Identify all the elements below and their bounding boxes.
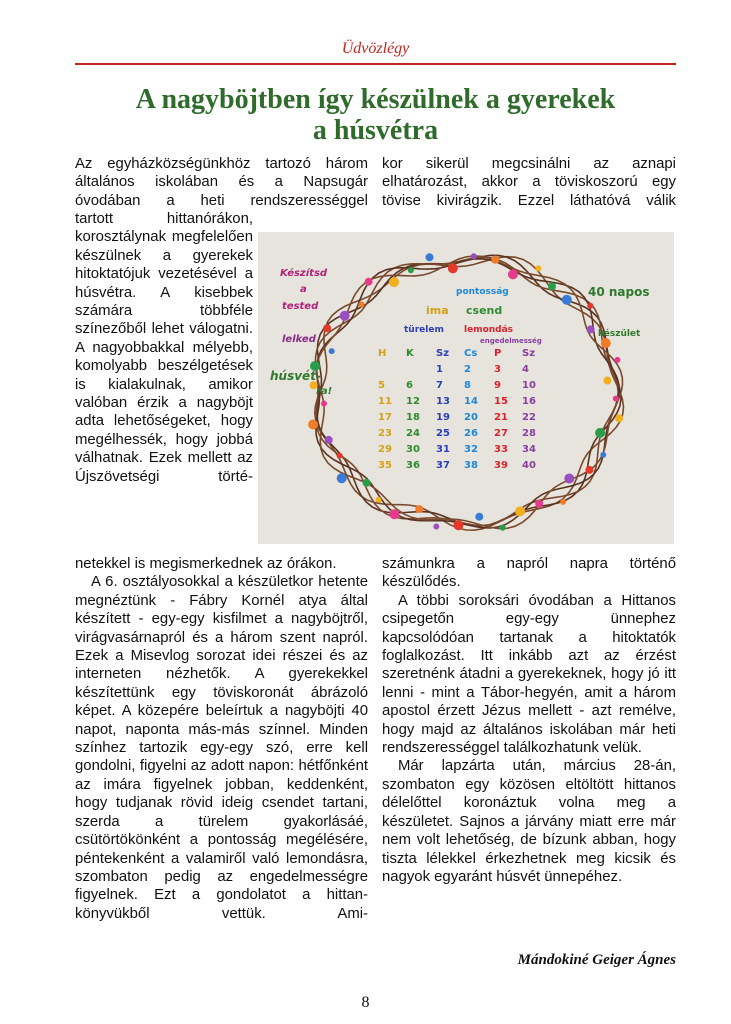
flower bbox=[365, 278, 373, 286]
calendar-day: 25 bbox=[436, 428, 450, 439]
right-column-top bbox=[382, 155, 676, 210]
calendar-day: 40 bbox=[522, 460, 536, 471]
calendar-day: 21 bbox=[494, 412, 508, 423]
paragraph: Már lapzárta után, március 28-án, szombaton egy közösen eltöltött hittanos délelőttel koronáztuk volna meg a készületet. Sajnos a járvány miatt erre már nem volt lehetőség, de bízunk abban, hogy tiszta lélekkel érkezhetnek meg kicsik és nagyok egyaránt húsvét ünnepéhez. bbox=[382, 758, 676, 885]
left-text-line: húsvét- bbox=[270, 369, 321, 383]
flower bbox=[408, 267, 414, 273]
flower bbox=[587, 325, 595, 333]
flower bbox=[585, 466, 593, 474]
calendar-day: 12 bbox=[406, 396, 420, 407]
flower bbox=[560, 499, 566, 505]
flower bbox=[448, 263, 458, 273]
calendar-header: Sz bbox=[436, 348, 450, 359]
page-number: 8 bbox=[361, 994, 370, 1011]
flower bbox=[389, 509, 399, 519]
word-ima: ima bbox=[426, 304, 449, 317]
flower bbox=[415, 505, 423, 513]
paragraph: kor sikerül megcsinálni az aznapi elhatározást, akkor a töviskoszorú egy tövise kivirágzik. Ezzel láthatóvá válik bbox=[382, 156, 676, 209]
header-rule bbox=[75, 63, 676, 65]
calendar-day: 4 bbox=[522, 364, 529, 375]
calendar-day: 5 bbox=[378, 380, 385, 391]
calendar-day: 30 bbox=[406, 444, 420, 455]
calendar-day: 11 bbox=[378, 396, 392, 407]
flower bbox=[340, 311, 350, 321]
word-pontossag: pontosság bbox=[456, 287, 509, 297]
calendar-day: 19 bbox=[436, 412, 450, 423]
calendar-day: 34 bbox=[522, 444, 536, 455]
flower bbox=[615, 414, 623, 422]
calendar-day: 16 bbox=[522, 396, 536, 407]
flower bbox=[548, 282, 556, 290]
flower bbox=[500, 525, 506, 531]
left-text-line: ra! bbox=[316, 386, 333, 397]
calendar-day: 29 bbox=[378, 444, 392, 455]
flower bbox=[475, 513, 483, 521]
calendar-day: 28 bbox=[522, 428, 536, 439]
flower bbox=[433, 524, 439, 530]
flower bbox=[535, 500, 543, 508]
flower bbox=[359, 301, 365, 307]
calendar-day: 39 bbox=[494, 460, 508, 471]
right-text-line: 40 napos bbox=[588, 285, 650, 299]
right-text-line: készület bbox=[598, 329, 641, 339]
calendar-day: 9 bbox=[494, 380, 501, 391]
calendar-day: 33 bbox=[494, 444, 508, 455]
flower bbox=[587, 303, 593, 309]
flower bbox=[601, 338, 611, 348]
calendar-header: P bbox=[494, 348, 502, 359]
calendar-day: 10 bbox=[522, 380, 536, 391]
calendar-day: 15 bbox=[494, 396, 508, 407]
calendar-day: 36 bbox=[406, 460, 420, 471]
left-column-top bbox=[75, 155, 368, 210]
left-text-line: tested bbox=[282, 301, 319, 312]
left-text-line: a bbox=[300, 284, 307, 295]
word-turelem: türelem bbox=[404, 325, 444, 335]
author-signature: Mándokiné Geiger Ágnes bbox=[517, 952, 676, 968]
calendar-day: 32 bbox=[464, 444, 478, 455]
paragraph: tartott hittanórákon, korosztálynak megfelelően készülnek a gyerekek hitoktatójuk vezetésével a húsvétra. A kisebbek számára többféle színezőből lehet válogatni. A nagyobbakkal mélyebb, komolyabb beszélgetések is kialakulnak, amikor valóban érzik a nagyböjt adta lehetőségeket, hogy megélhessék, hogy jobbá válhatnak. Ezek mellett az Újszövetségi törté- bbox=[75, 211, 253, 485]
flower bbox=[426, 253, 434, 261]
flower bbox=[337, 473, 347, 483]
flower bbox=[308, 420, 318, 430]
calendar-header: Cs bbox=[464, 348, 478, 359]
calendar-day: 8 bbox=[464, 380, 471, 391]
flower bbox=[471, 253, 477, 259]
calendar-day: 14 bbox=[464, 396, 478, 407]
paragraph: A többi soroksári óvodában a Hittanos csipegetőn egy-egy ünnephez kapcsolódóan tartanak a hitoktatók foglalkozást. Itt inkább azt az érzést szeretnénk átadni a gyerekeknek, hogy jó itt lenni - mint a Tábor-hegyén, amit a három apostol érzett Jézus mellett - azt remélve, hogy majd az általános iskolában már heti rendszerességgel találkozhatunk velük. bbox=[382, 592, 676, 757]
flower bbox=[614, 357, 620, 363]
flower bbox=[363, 479, 371, 487]
flower bbox=[389, 277, 399, 287]
calendar-day: 2 bbox=[464, 364, 471, 375]
calendar-day: 13 bbox=[436, 396, 450, 407]
flower bbox=[535, 265, 541, 271]
calendar-day: 20 bbox=[464, 412, 478, 423]
calendar-day: 23 bbox=[378, 428, 392, 439]
paragraph: netekkel is megismerkednek az órákon. bbox=[75, 556, 337, 572]
article-title bbox=[75, 84, 676, 146]
flower bbox=[323, 324, 331, 332]
word-lemondas: lemondás bbox=[464, 325, 514, 335]
article-title-line-2: a húsvétra bbox=[312, 115, 439, 146]
calendar-header: H bbox=[378, 348, 387, 359]
right-column-bottom bbox=[382, 555, 676, 886]
calendar-day: 35 bbox=[378, 460, 392, 471]
flower bbox=[337, 453, 343, 459]
word-csend: csend bbox=[466, 304, 503, 317]
calendar-header: K bbox=[406, 348, 414, 359]
flower bbox=[329, 348, 335, 354]
flower bbox=[515, 506, 525, 516]
paragraph: Az egyházközségünkhöz tartozó három általános iskolában és a Napsugár óvodában a heti rendszerességgel bbox=[75, 156, 368, 209]
calendar-day: 24 bbox=[406, 428, 420, 439]
flower bbox=[562, 295, 572, 305]
paragraph: számunkra a napról napra történő készülődés. bbox=[382, 556, 676, 591]
calendar-day: 1 bbox=[436, 364, 443, 375]
flower bbox=[613, 396, 619, 402]
flower bbox=[325, 436, 333, 444]
calendar-day: 17 bbox=[378, 412, 392, 423]
calendar-day: 7 bbox=[436, 380, 443, 391]
flower bbox=[564, 474, 574, 484]
flower bbox=[595, 428, 605, 438]
flower bbox=[600, 452, 606, 458]
left-column-bottom bbox=[75, 555, 368, 923]
left-text-line: Készítsd bbox=[280, 268, 328, 279]
word-engedelmesseg: engedelmesség bbox=[480, 337, 542, 345]
calendar-day: 18 bbox=[406, 412, 420, 423]
calendar-day: 26 bbox=[464, 428, 478, 439]
calendar-header: Sz bbox=[522, 348, 536, 359]
calendar-day: 37 bbox=[436, 460, 450, 471]
calendar-day: 6 bbox=[406, 380, 413, 391]
left-text-line: lelked bbox=[282, 334, 316, 345]
calendar-day: 3 bbox=[494, 364, 501, 375]
left-column-wrap bbox=[75, 210, 253, 486]
calendar-day: 22 bbox=[522, 412, 536, 423]
flower bbox=[321, 401, 327, 407]
flower bbox=[375, 497, 381, 503]
flower bbox=[491, 256, 499, 264]
flower bbox=[603, 377, 611, 385]
article-title-line-1: A nagyböjtben így készülnek a gyerekek bbox=[135, 84, 616, 115]
calendar-day: 38 bbox=[464, 460, 478, 471]
paragraph: A 6. osztályosokkal a készületkor hetente megnéztünk - Fábry Kornél atya által készített - egy-egy kisfilmet a nagyböjtről, virágvasárnapról és a három szent napról. Ezek a Misevlog sorozat idei részei és az interneten nézhetők. A gyerekekkel készítettünk egy töviskoronát ábrázoló képet. A közepére beleírtuk a nagyböjti 40 napot, naponta más-más színnel. Minden színhez tartozik egy-egy szó, erre kell gondolni, figyelni az adott napon: hétfőnként az imára figyelnek jobban, keddenként, hogy tudjanak rövid ideig csendet tartani, szerda a türelem gyakorlásáé, csütörtökönként a pontosság megélésére, péntekenként a valamiről való lemondásra, szombaton pedig az engedelmességre figyelnek. Ezt a gondolatot a hittan-könyvükből vettük. Ami- bbox=[75, 574, 368, 922]
calendar-day: 31 bbox=[436, 444, 450, 455]
section-header: Üdvözlégy bbox=[341, 40, 410, 57]
flower bbox=[453, 520, 463, 530]
thorn-crown-photo bbox=[258, 232, 674, 544]
calendar-day: 27 bbox=[494, 428, 508, 439]
flower bbox=[508, 269, 518, 279]
